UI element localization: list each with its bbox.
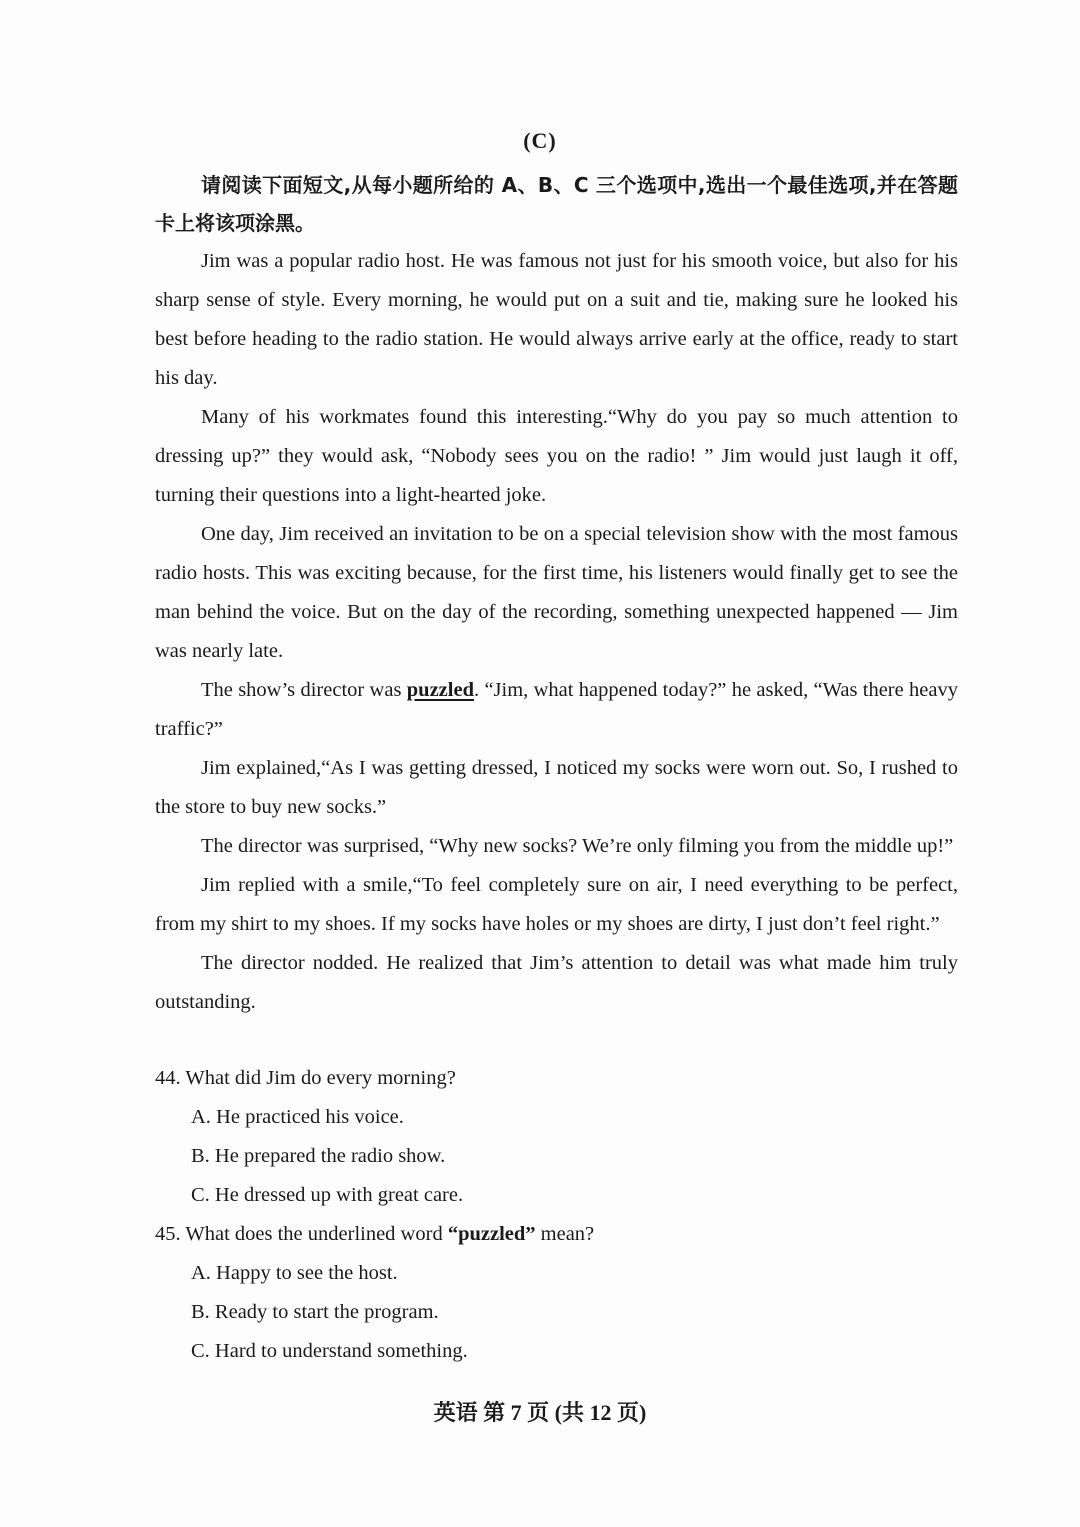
passage-paragraph-5: Jim explained,“As I was getting dressed, I noticed my socks were worn out. So, I rushed to the store to buy new socks.” [155,757,958,818]
question-45 [155,1215,958,1371]
passage-paragraph-4 [155,671,958,749]
paragraph-text: . “Jim, what happened today?” he asked, “Was there heavy traffic?” [155,679,959,740]
stem-text: 45. What does the underlined word [155,1223,448,1245]
passage-paragraph-6: The director was surprised, “Why new socks? We’re only filming you from the middle up!” [201,835,954,857]
instructions: 请阅读下面短文,从每小题所给的 A、B、C 三个选项中,选出一个最佳选项,并在答题卡上将该项涂黑。 [155,173,958,235]
passage-paragraph-2: Many of his workmates found this interesting.“Why do you pay so much attention to dressing up?” they would ask, “Nobody sees you on the radio! ” Jim would just laugh it off, turning their questions into a light-hearted joke. [155,406,958,506]
option-a[interactable]: A. Happy to see the host. [191,1262,398,1284]
passage-paragraph-7: Jim replied with a smile,“To feel completely sure on air, I need everything to be perfect, from my shirt to my shoes. If my socks have holes or my shoes are dirty, I just don’t feel right.” [155,874,958,935]
option-c[interactable]: C. He dressed up with great care. [191,1184,464,1206]
passage-paragraph-3: One day, Jim received an invitation to be on a special television show with the most famous radio hosts. This was exciting because, for the first time, his listeners would finally get to see the man behind the voice. But on the day of the recording, something unexpected happened — Jim was nearly late. [155,523,958,662]
question-stem: 44. What did Jim do every morning? [155,1067,456,1089]
option-b[interactable]: B. Ready to start the program. [191,1301,439,1323]
underlined-keyword: puzzled [406,679,474,701]
option-a[interactable]: A. He practiced his voice. [191,1106,404,1128]
question-stem [155,1215,958,1254]
reading-passage [155,242,958,1022]
stem-keyword: “puzzled” [447,1223,536,1245]
section-label: (C) [523,128,557,153]
passage-paragraph-1: Jim was a popular radio host. He was famous not just for his smooth voice, but also for his sharp sense of style. Every morning, he would put on a suit and tie, making sure he looked his best before heading to the radio station. He would always arrive early at the office, ready to start his day. [155,250,958,389]
page-footer: 英语 第 7 页 (共 12 页) [433,1400,647,1425]
question-44 [155,1059,958,1215]
option-c[interactable]: C. Hard to understand something. [191,1340,468,1362]
option-b[interactable]: B. He prepared the radio show. [191,1145,446,1167]
stem-text: mean? [535,1223,595,1245]
paragraph-text: The show’s director was [201,679,407,701]
passage-paragraph-8: The director nodded. He realized that Jim’s attention to detail was what made him truly outstanding. [155,952,958,1013]
